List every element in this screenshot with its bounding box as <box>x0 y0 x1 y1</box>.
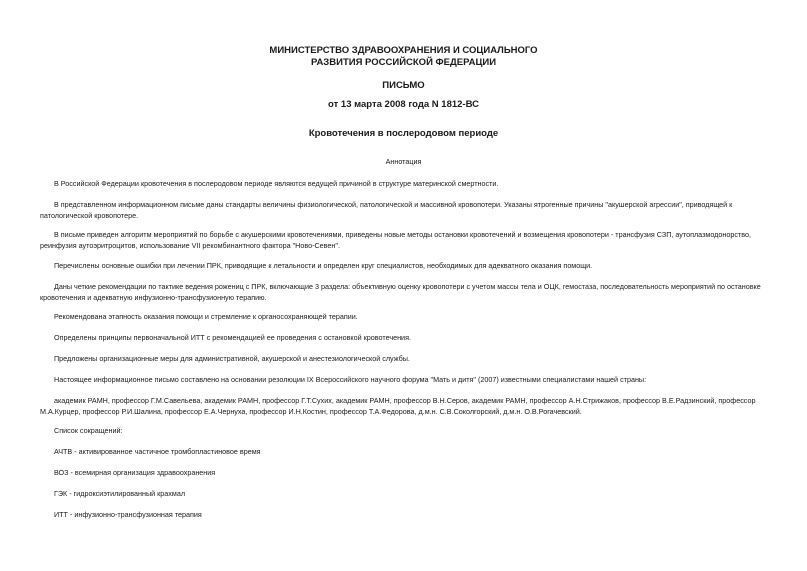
paragraph-line: ИТТ - инфузионно-трансфузионная терапия <box>54 510 202 519</box>
paragraph <box>40 374 767 385</box>
abbreviations-heading: Список сокращений: <box>54 426 123 435</box>
paragraph <box>40 178 767 189</box>
paragraph-line: В представленном информационном письме даны стандарты величины физиологической, патологической и массивной кровопотери. Указаны ятрогенные причины "акушерской агрессии", приводящей к <box>54 200 733 209</box>
abbreviation-item <box>40 467 767 478</box>
paragraph <box>40 260 767 271</box>
abbreviation-item <box>40 509 767 520</box>
paragraph <box>40 425 767 436</box>
paragraph-line: ВОЗ - всемирная организация здравоохранения <box>54 468 216 477</box>
paragraph-line: В письме приведен алгоритм мероприятий по борьбе с акушерскими кровотечениями, приведены новые методы остановки кровотечений и возмещения кровопотери - трансфузия СЗП, аутоплазмодонорство, <box>54 230 751 239</box>
paragraph <box>40 353 767 364</box>
abbreviation-item <box>40 488 767 499</box>
paragraph <box>40 229 767 251</box>
paragraph-line: Определены принципы первоначальной ИТТ с рекомендацией ее проведения с остановкой кровотечения. <box>54 333 411 342</box>
ministry-header <box>0 45 807 69</box>
document-title: Кровотечения в послеродовом периоде <box>308 128 499 139</box>
paragraph-line: академик РАМН, профессор Г.М.Савельева, академик РАМН, профессор Г.Т.Сухих, академик РАМН, профессор В.Н.Серов, академик РАМН, профессор А.Н.Стрижаков, профессор В.Е.Радзинский, профессор <box>54 396 756 405</box>
paragraph-line: АЧТВ - активированное частичное тромбопластиновое время <box>54 447 261 456</box>
paragraph-line: Даны четкие рекомендации по тактике ведения рожениц с ПРК, включающие 3 раздела: объективную оценку кровопотери с учетом массы тела и ОЦК, гемостаза, последовательность мероприятий по остановке <box>54 282 761 291</box>
letter-date-number: от 13 марта 2008 года N 1812-ВС <box>328 99 479 110</box>
paragraph-line: Рекомендована этапность оказания помощи и стремление к органосохраняющей терапии. <box>54 312 358 321</box>
paragraph-line: Перечислены основные ошибки при лечении ПРК, приводящие к летальности и определен круг специалистов, необходимых для адекватного оказания помощи. <box>54 261 593 270</box>
abbreviation-item <box>40 446 767 457</box>
paragraph <box>40 199 767 221</box>
paragraph-line: реинфузия аутоэритроцитов, использование VII рекомбинантного фактора "Ново-Севен". <box>40 241 340 250</box>
annotation-heading: Аннотация <box>385 157 422 166</box>
paragraph-line: В Российской Федерации кровотечения в послеродовом периоде являются ведущей причиной в структуре материнской смертности. <box>54 179 499 188</box>
ministry-line-2: РАЗВИТИЯ РОССИЙСКОЙ ФЕДЕРАЦИИ <box>310 57 497 68</box>
paragraph <box>40 281 767 303</box>
paragraph-line: Предложены организационные меры для административной, акушерской и анестезиологической службы. <box>54 354 410 363</box>
paragraph-line: ГЭК - гидроксиэтилированный крахмал <box>54 489 186 498</box>
paragraph <box>40 332 767 343</box>
paragraph-line: кровотечения и адекватную инфузионно-трансфузионную терапию. <box>40 293 267 302</box>
paragraph <box>40 395 767 417</box>
paragraph-line: Настоящее информационное письмо составлено на основании резолюции IX Всероссийского научного форума "Мать и дитя" (2007) известными специалистами нашей страны: <box>54 375 647 384</box>
paragraph-line: патологической кровопотере. <box>40 211 139 220</box>
paragraph <box>40 311 767 322</box>
paragraph-line: М.А.Курцер, профессор Р.И.Шалина, профессор Е.А.Чернуха, профессор И.Н.Костин, профессор Т.А.Федорова, д.м.н. С.В.Соколгорский, д.м.н. О.В.Рогачевский. <box>40 407 582 416</box>
ministry-line-1: МИНИСТЕРСТВО ЗДРАВООХРАНЕНИЯ И СОЦИАЛЬНОГО <box>269 45 538 56</box>
letter-label: ПИСЬМО <box>382 80 425 91</box>
